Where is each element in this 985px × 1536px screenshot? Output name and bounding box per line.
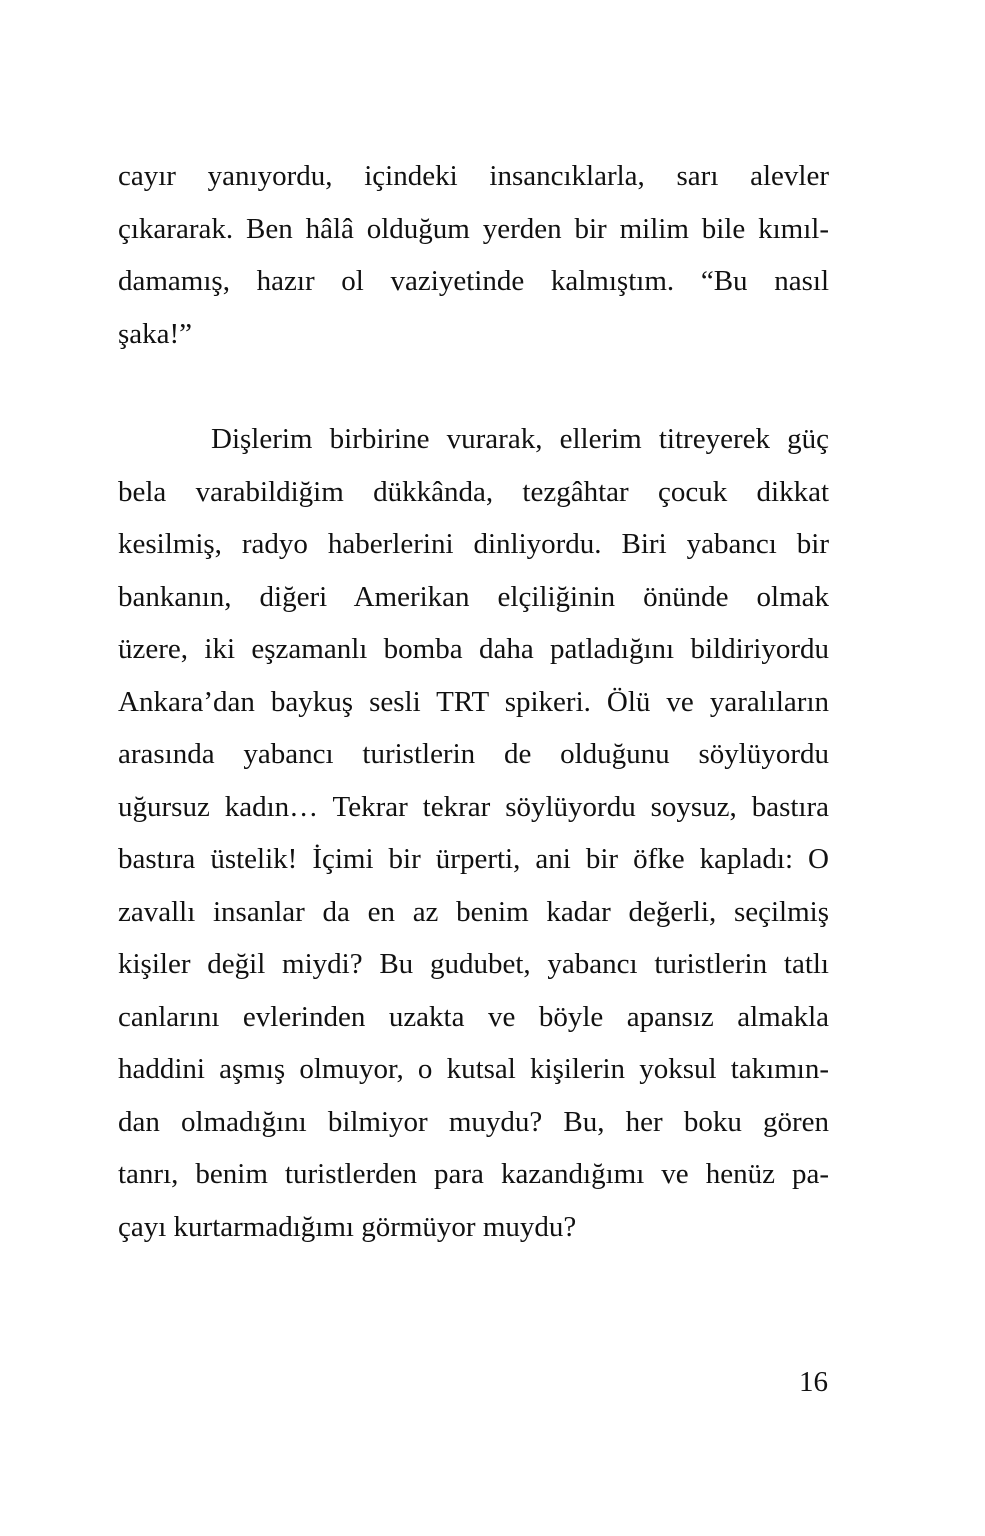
text-line: tanrı, benim turistlerden para kazandığımı ve henüz pa-: [118, 1158, 829, 1190]
text-line: Ankara’dan baykuş sesli TRT spikeri. Ölü ve yaralıların: [118, 685, 829, 718]
text-line: bela varabildiğim dükkânda, tezgâhtar çocuk dikkat: [118, 475, 829, 508]
text-line: bankanın, diğeri Amerikan elçiliğinin önünde olmak: [118, 580, 829, 613]
text-line: Dişlerim birbirine vurarak, ellerim titreyerek güç: [211, 423, 829, 455]
paragraph-2: [118, 413, 829, 1253]
paragraph-1: [118, 150, 829, 360]
text-line: çayı kurtarmadığımı görmüyor muydu?: [118, 1210, 577, 1243]
text-line: zavallı insanlar da en az benim kadar değerli, seçilmiş: [118, 895, 829, 928]
page-number: 16: [799, 1366, 828, 1398]
text-line: şaka!”: [118, 317, 193, 350]
text-line: arasında yabancı turistlerin de olduğunu söylüyordu: [118, 738, 829, 770]
text-line: çıkararak. Ben hâlâ olduğum yerden bir milim bile kımıl-: [118, 212, 829, 245]
text-line: haddini aşmış olmuyor, o kutsal kişilerin yoksul takımın-: [118, 1053, 829, 1085]
text-line: dan olmadığını bilmiyor muydu? Bu, her boku gören: [118, 1105, 829, 1138]
text-line: canlarını evlerinden uzakta ve böyle apansız almakla: [118, 1000, 829, 1033]
text-line: cayır yanıyordu, içindeki insancıklarla, sarı alevler: [118, 160, 829, 192]
text-line: damamış, hazır ol vaziyetinde kalmıştım. “Bu nasıl: [118, 265, 829, 297]
text-line: üzere, iki eşzamanlı bomba daha patladığını bildiriyordu: [118, 633, 829, 665]
text-line: bastıra üstelik! İçimi bir ürperti, ani bir öfke kapladı: O: [118, 843, 829, 875]
text-line: kişiler değil miydi? Bu gudubet, yabancı turistlerin tatlı: [118, 948, 829, 980]
text-line: uğursuz kadın… Tekrar tekrar söylüyordu soysuz, bastıra: [118, 790, 829, 823]
text-line: kesilmiş, radyo haberlerini dinliyordu. Biri yabancı bir: [118, 528, 829, 560]
